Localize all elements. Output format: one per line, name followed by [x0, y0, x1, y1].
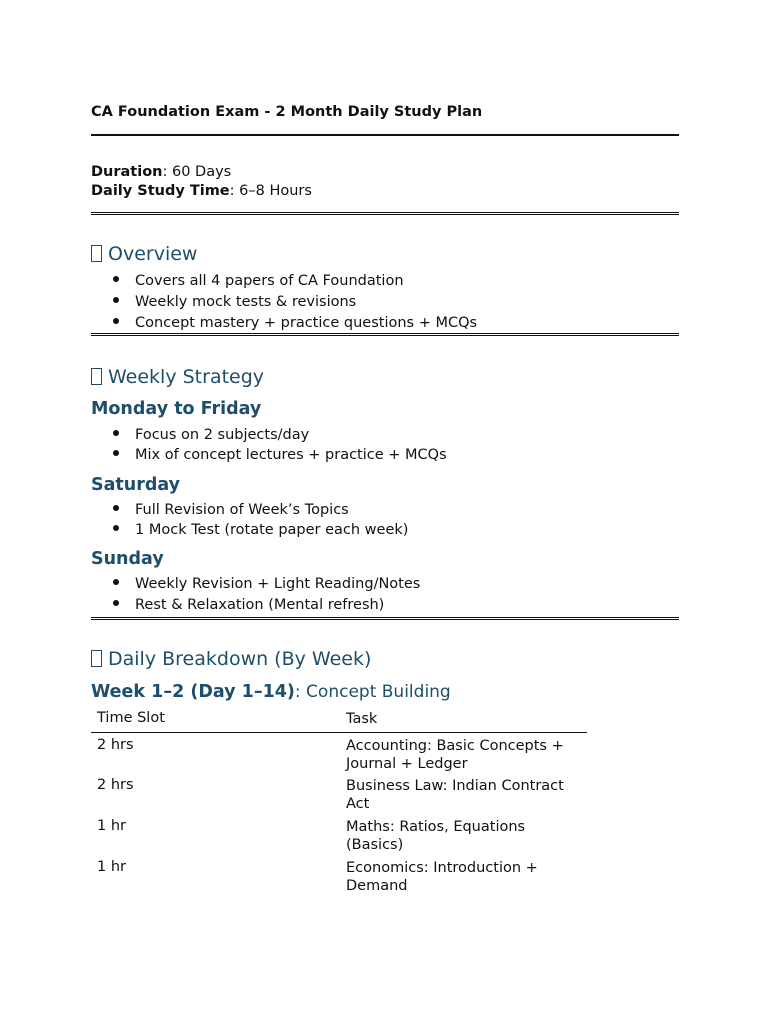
study-time-line — [91, 183, 312, 199]
bullet-icon — [113, 505, 119, 511]
missing-glyph-box-icon — [91, 245, 102, 262]
list-item: Concept mastery + practice questions + MCQs — [113, 315, 477, 331]
bullet-icon — [113, 600, 119, 606]
list-item: Covers all 4 papers of CA Foundation — [113, 273, 404, 289]
table-cell-task: Accounting: Basic Concepts + Journal + Ledger — [346, 738, 564, 772]
daily-breakdown-heading — [91, 648, 371, 670]
week-subheading — [91, 682, 451, 702]
study-time-label: Daily Study Time — [91, 183, 230, 199]
table-row — [91, 818, 587, 859]
weekday-subheading: Monday to Friday — [91, 399, 262, 419]
section-divider — [91, 212, 679, 215]
weekly-strategy-heading-text: Weekly Strategy — [108, 366, 265, 388]
table-cell-time: 2 hrs — [97, 777, 134, 793]
study-time-value: : 6–8 Hours — [229, 183, 312, 199]
daily-breakdown-heading-text: Daily Breakdown (By Week) — [108, 648, 372, 670]
section-divider — [91, 333, 679, 336]
bullet-icon — [113, 450, 119, 456]
table-cell-time: 1 hr — [97, 818, 126, 834]
bullet-icon — [113, 579, 119, 585]
table-row — [91, 777, 587, 818]
table-cell-time: 2 hrs — [97, 737, 134, 753]
section-divider — [91, 617, 679, 620]
list-item: Rest & Relaxation (Mental refresh) — [113, 597, 384, 613]
bullet-icon — [113, 525, 119, 531]
duration-value: : 60 Days — [162, 164, 232, 180]
column-header-task: Task — [346, 711, 378, 727]
list-item: Weekly Revision + Light Reading/Notes — [113, 576, 420, 592]
sunday-subheading: Sunday — [91, 549, 164, 569]
list-item: 1 Mock Test (rotate paper each week) — [113, 522, 408, 538]
week-label: Week 1–2 (Day 1–14) — [91, 682, 295, 702]
list-item: Full Revision of Week’s Topics — [113, 502, 349, 518]
list-item: Weekly mock tests & revisions — [113, 294, 356, 310]
bullet-icon — [113, 276, 119, 282]
list-item: Focus on 2 subjects/day — [113, 427, 309, 443]
title-divider — [91, 134, 679, 136]
table-cell-task: Business Law: Indian Contract Act — [346, 778, 564, 812]
table-cell-task: Economics: Introduction + Demand — [346, 860, 538, 894]
table-row — [91, 737, 587, 777]
schedule-table — [91, 710, 587, 899]
saturday-subheading: Saturday — [91, 475, 181, 495]
table-cell-task: Maths: Ratios, Equations (Basics) — [346, 819, 526, 853]
table-row — [91, 859, 587, 899]
column-header-time-slot: Time Slot — [97, 710, 165, 726]
bullet-icon — [113, 430, 119, 436]
duration-label: Duration — [91, 164, 163, 180]
weekly-strategy-heading — [91, 366, 264, 388]
overview-heading-text: Overview — [108, 243, 198, 265]
document-title: CA Foundation Exam - 2 Month Daily Study Plan — [91, 104, 483, 120]
bullet-icon — [113, 318, 119, 324]
table-cell-time: 1 hr — [97, 859, 126, 875]
bullet-icon — [113, 297, 119, 303]
duration-line — [91, 164, 231, 180]
list-item: Mix of concept lectures + practice + MCQs — [113, 447, 447, 463]
missing-glyph-box-icon — [91, 650, 102, 667]
overview-heading — [91, 243, 197, 265]
table-header-row — [91, 710, 587, 733]
missing-glyph-box-icon — [91, 368, 102, 385]
week-description: : Concept Building — [294, 682, 451, 702]
